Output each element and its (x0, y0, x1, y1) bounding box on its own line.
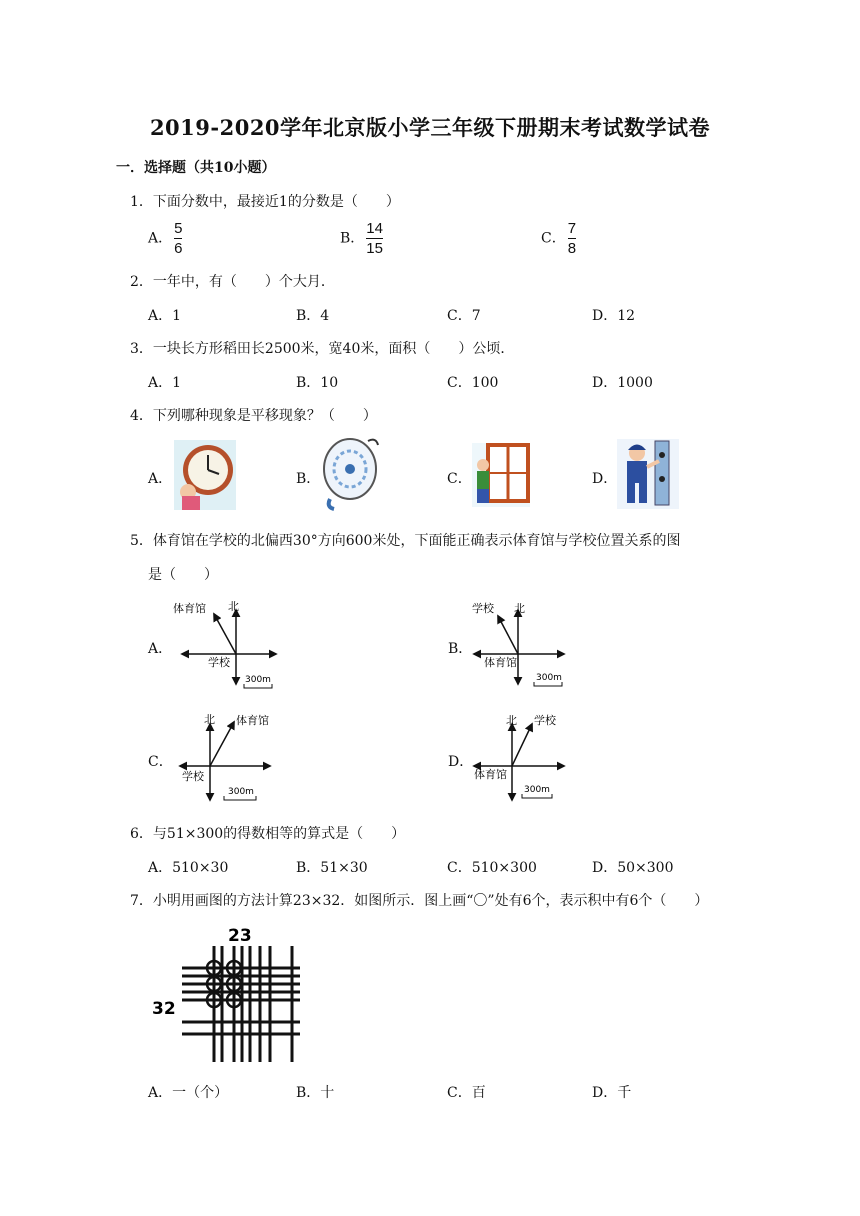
numerator: 7 (567, 220, 577, 237)
school-label: 学校 (208, 656, 230, 669)
clock-image (174, 440, 236, 510)
multiplication-grid-figure (150, 922, 310, 1064)
q1-option-c-label: C． (541, 230, 566, 247)
north-label: 北 (514, 602, 525, 615)
q4-option-d[interactable]: D． (592, 471, 618, 487)
denominator: 15 (366, 240, 383, 257)
q6-option-a[interactable]: A．510×30 (148, 860, 229, 876)
question-6: 6．与51×300的得数相等的算式是（ ） (130, 826, 406, 842)
compass-diagram-b (468, 596, 580, 692)
q5-option-a[interactable]: A． (148, 641, 173, 657)
q5-option-d[interactable]: D． (448, 754, 474, 770)
question-4: 4．下列哪种现象是平移现象？（ ） (130, 408, 377, 424)
q6-option-c[interactable]: C．510×300 (447, 860, 537, 876)
compass-diagram-d (470, 710, 582, 806)
scale-label: 300m (536, 673, 562, 683)
q5-option-b[interactable]: B． (448, 641, 473, 657)
q6-option-d[interactable]: D．50×300 (592, 860, 674, 876)
north-label: 北 (228, 600, 239, 613)
q7-option-b[interactable]: B．十 (296, 1085, 335, 1101)
denominator: 8 (567, 240, 577, 257)
north-label: 北 (204, 713, 215, 726)
q7-option-c[interactable]: C．百 (447, 1085, 486, 1101)
compass-diagram-c (174, 710, 286, 806)
school-label: 学校 (472, 602, 494, 615)
scale-label: 300m (245, 675, 271, 685)
q3-option-a[interactable]: A．1 (148, 375, 182, 391)
q5-option-c[interactable]: C． (148, 754, 173, 770)
fraction (568, 220, 576, 257)
school-label: 学校 (182, 770, 204, 783)
fraction (174, 220, 182, 257)
school-label: 学校 (534, 714, 556, 727)
window-image (472, 443, 530, 507)
q3-option-c[interactable]: C．100 (447, 375, 499, 391)
compass-diagram-a (168, 596, 280, 692)
q7-option-a[interactable]: A．一（个） (148, 1085, 229, 1101)
q1-option-b-label: B． (340, 230, 365, 247)
q3-option-d[interactable]: D．1000 (592, 375, 653, 391)
scale-label: 300m (228, 787, 254, 797)
section-heading: 一．选择题（共10小题） (116, 160, 276, 176)
q6-option-b[interactable]: B．51×30 (296, 860, 368, 876)
gym-label: 体育馆 (173, 602, 206, 615)
worker-image (617, 439, 679, 509)
question-5-cont: 是（ ） (148, 567, 218, 583)
q1-option-b[interactable] (340, 220, 383, 257)
question-1: 1．下面分数中，最接近1的分数是（ ） (130, 194, 400, 210)
question-2: 2．一年中，有（ ）个大月． (130, 274, 335, 290)
fan-image (320, 433, 382, 511)
scale-label: 300m (524, 785, 550, 795)
question-5: 5．体育馆在学校的北偏西30°方向600米处，下面能正确表示体育馆与学校位置关系的图 (130, 533, 681, 549)
q1-option-a-label: A． (148, 230, 173, 247)
question-3: 3．一块长方形稻田长2500米，宽40米，面积（ ）公顷． (130, 341, 515, 357)
q2-option-a[interactable]: A．1 (148, 308, 182, 324)
left-number: 32 (152, 999, 176, 1019)
q4-option-b[interactable]: B． (296, 471, 321, 487)
q2-option-c[interactable]: C．7 (447, 308, 481, 324)
q3-option-b[interactable]: B．10 (296, 375, 339, 391)
gym-label: 体育馆 (484, 656, 517, 669)
q2-option-d[interactable]: D．12 (592, 308, 636, 324)
page-title: 2019-2020学年北京版小学三年级下册期末考试数学试卷 (149, 115, 711, 140)
top-number: 23 (228, 926, 252, 946)
gym-label: 体育馆 (236, 714, 269, 727)
q2-option-b[interactable]: B．4 (296, 308, 330, 324)
denominator: 6 (174, 240, 183, 257)
north-label: 北 (506, 714, 517, 727)
numerator: 5 (174, 220, 183, 237)
q7-option-d[interactable]: D．千 (592, 1085, 632, 1101)
gym-label: 体育馆 (474, 768, 507, 781)
fraction (366, 220, 383, 257)
q1-option-c[interactable] (541, 220, 576, 257)
q4-option-c[interactable]: C． (447, 471, 472, 487)
question-7: 7．小明用画图的方法计算23×32．如图所示．图上画“〇”处有6个，表示积中有6个（ ） (130, 893, 709, 909)
q4-option-a[interactable]: A． (148, 471, 173, 487)
q1-option-a[interactable] (148, 220, 182, 257)
numerator: 14 (366, 220, 383, 237)
